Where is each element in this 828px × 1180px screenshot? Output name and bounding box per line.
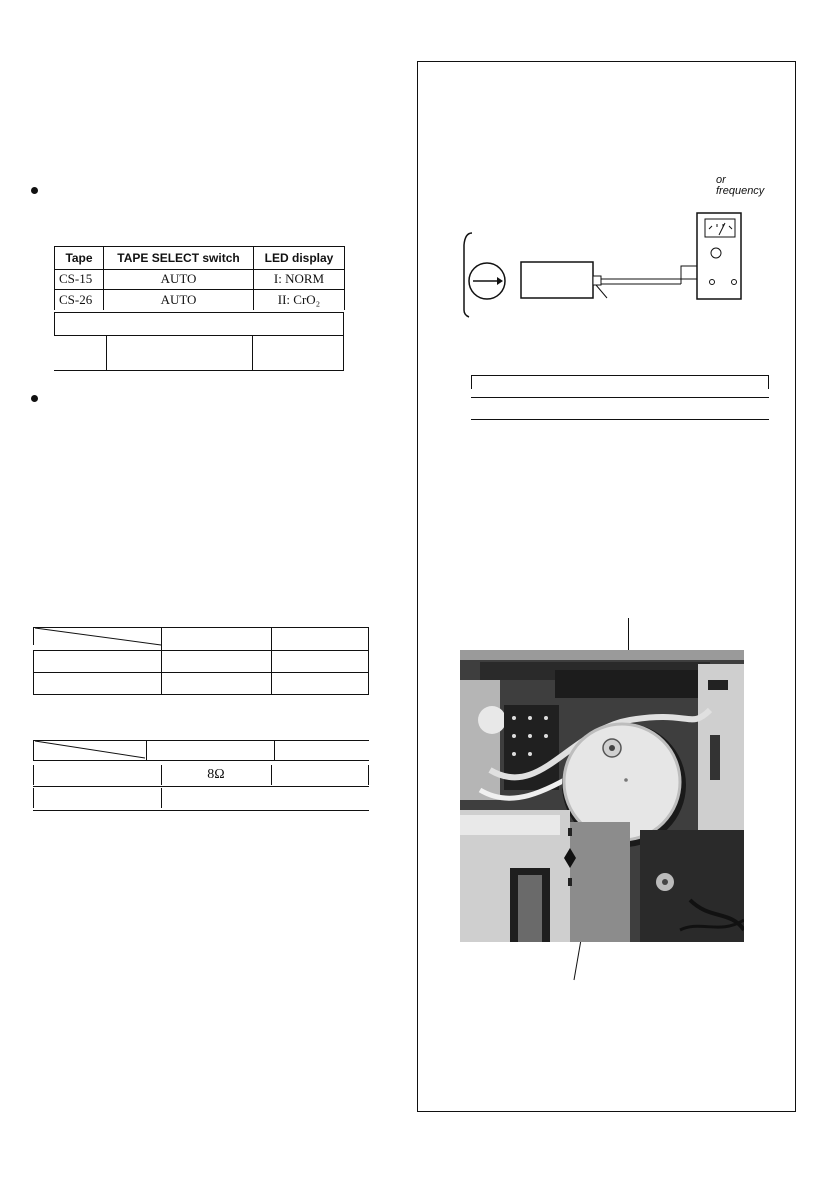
motor-photo xyxy=(460,650,744,942)
impedance-value: 8Ω xyxy=(207,767,225,782)
panel-rule xyxy=(471,419,769,420)
cell-tape: CS-15 xyxy=(54,269,104,289)
diagonal-header-line xyxy=(33,740,148,760)
impedance-table xyxy=(33,740,369,812)
terminal xyxy=(732,280,737,285)
table-rule xyxy=(252,335,253,370)
cell-led: II: CrO₂ xyxy=(254,290,345,310)
table-row xyxy=(54,290,345,310)
bullet-mark xyxy=(31,395,38,402)
test-setup-diagram xyxy=(455,205,755,325)
cell-switch: AUTO xyxy=(104,290,254,310)
meter-knob xyxy=(711,248,721,258)
motor-photo-drawing xyxy=(460,650,744,942)
blank-table-1 xyxy=(33,627,369,695)
terminal xyxy=(710,280,715,285)
table-rule xyxy=(343,312,344,370)
header-led-display: LED display xyxy=(254,247,345,269)
cell-switch: AUTO xyxy=(104,269,254,289)
table-rule xyxy=(54,335,344,336)
panel-rule xyxy=(768,375,769,389)
panel-rule xyxy=(471,375,769,376)
cell-led: I: NORM xyxy=(254,269,345,289)
panel-rule xyxy=(471,397,769,398)
table-rule xyxy=(54,370,344,371)
device-box xyxy=(521,262,593,298)
table-rule xyxy=(106,335,107,370)
table-rule xyxy=(54,312,55,335)
table-row xyxy=(54,269,345,290)
bullet-mark xyxy=(31,187,38,194)
cell-tape: CS-26 xyxy=(54,290,104,310)
panel-rule xyxy=(471,375,472,389)
header-tape: Tape xyxy=(54,247,104,269)
label-frequency: frequency xyxy=(716,185,765,197)
table-rule xyxy=(54,312,344,313)
header-tape-select: TAPE SELECT switch xyxy=(104,247,254,269)
diagonal-header-line xyxy=(33,627,163,647)
table-header-row xyxy=(54,246,345,270)
label-or: or xyxy=(716,174,726,186)
